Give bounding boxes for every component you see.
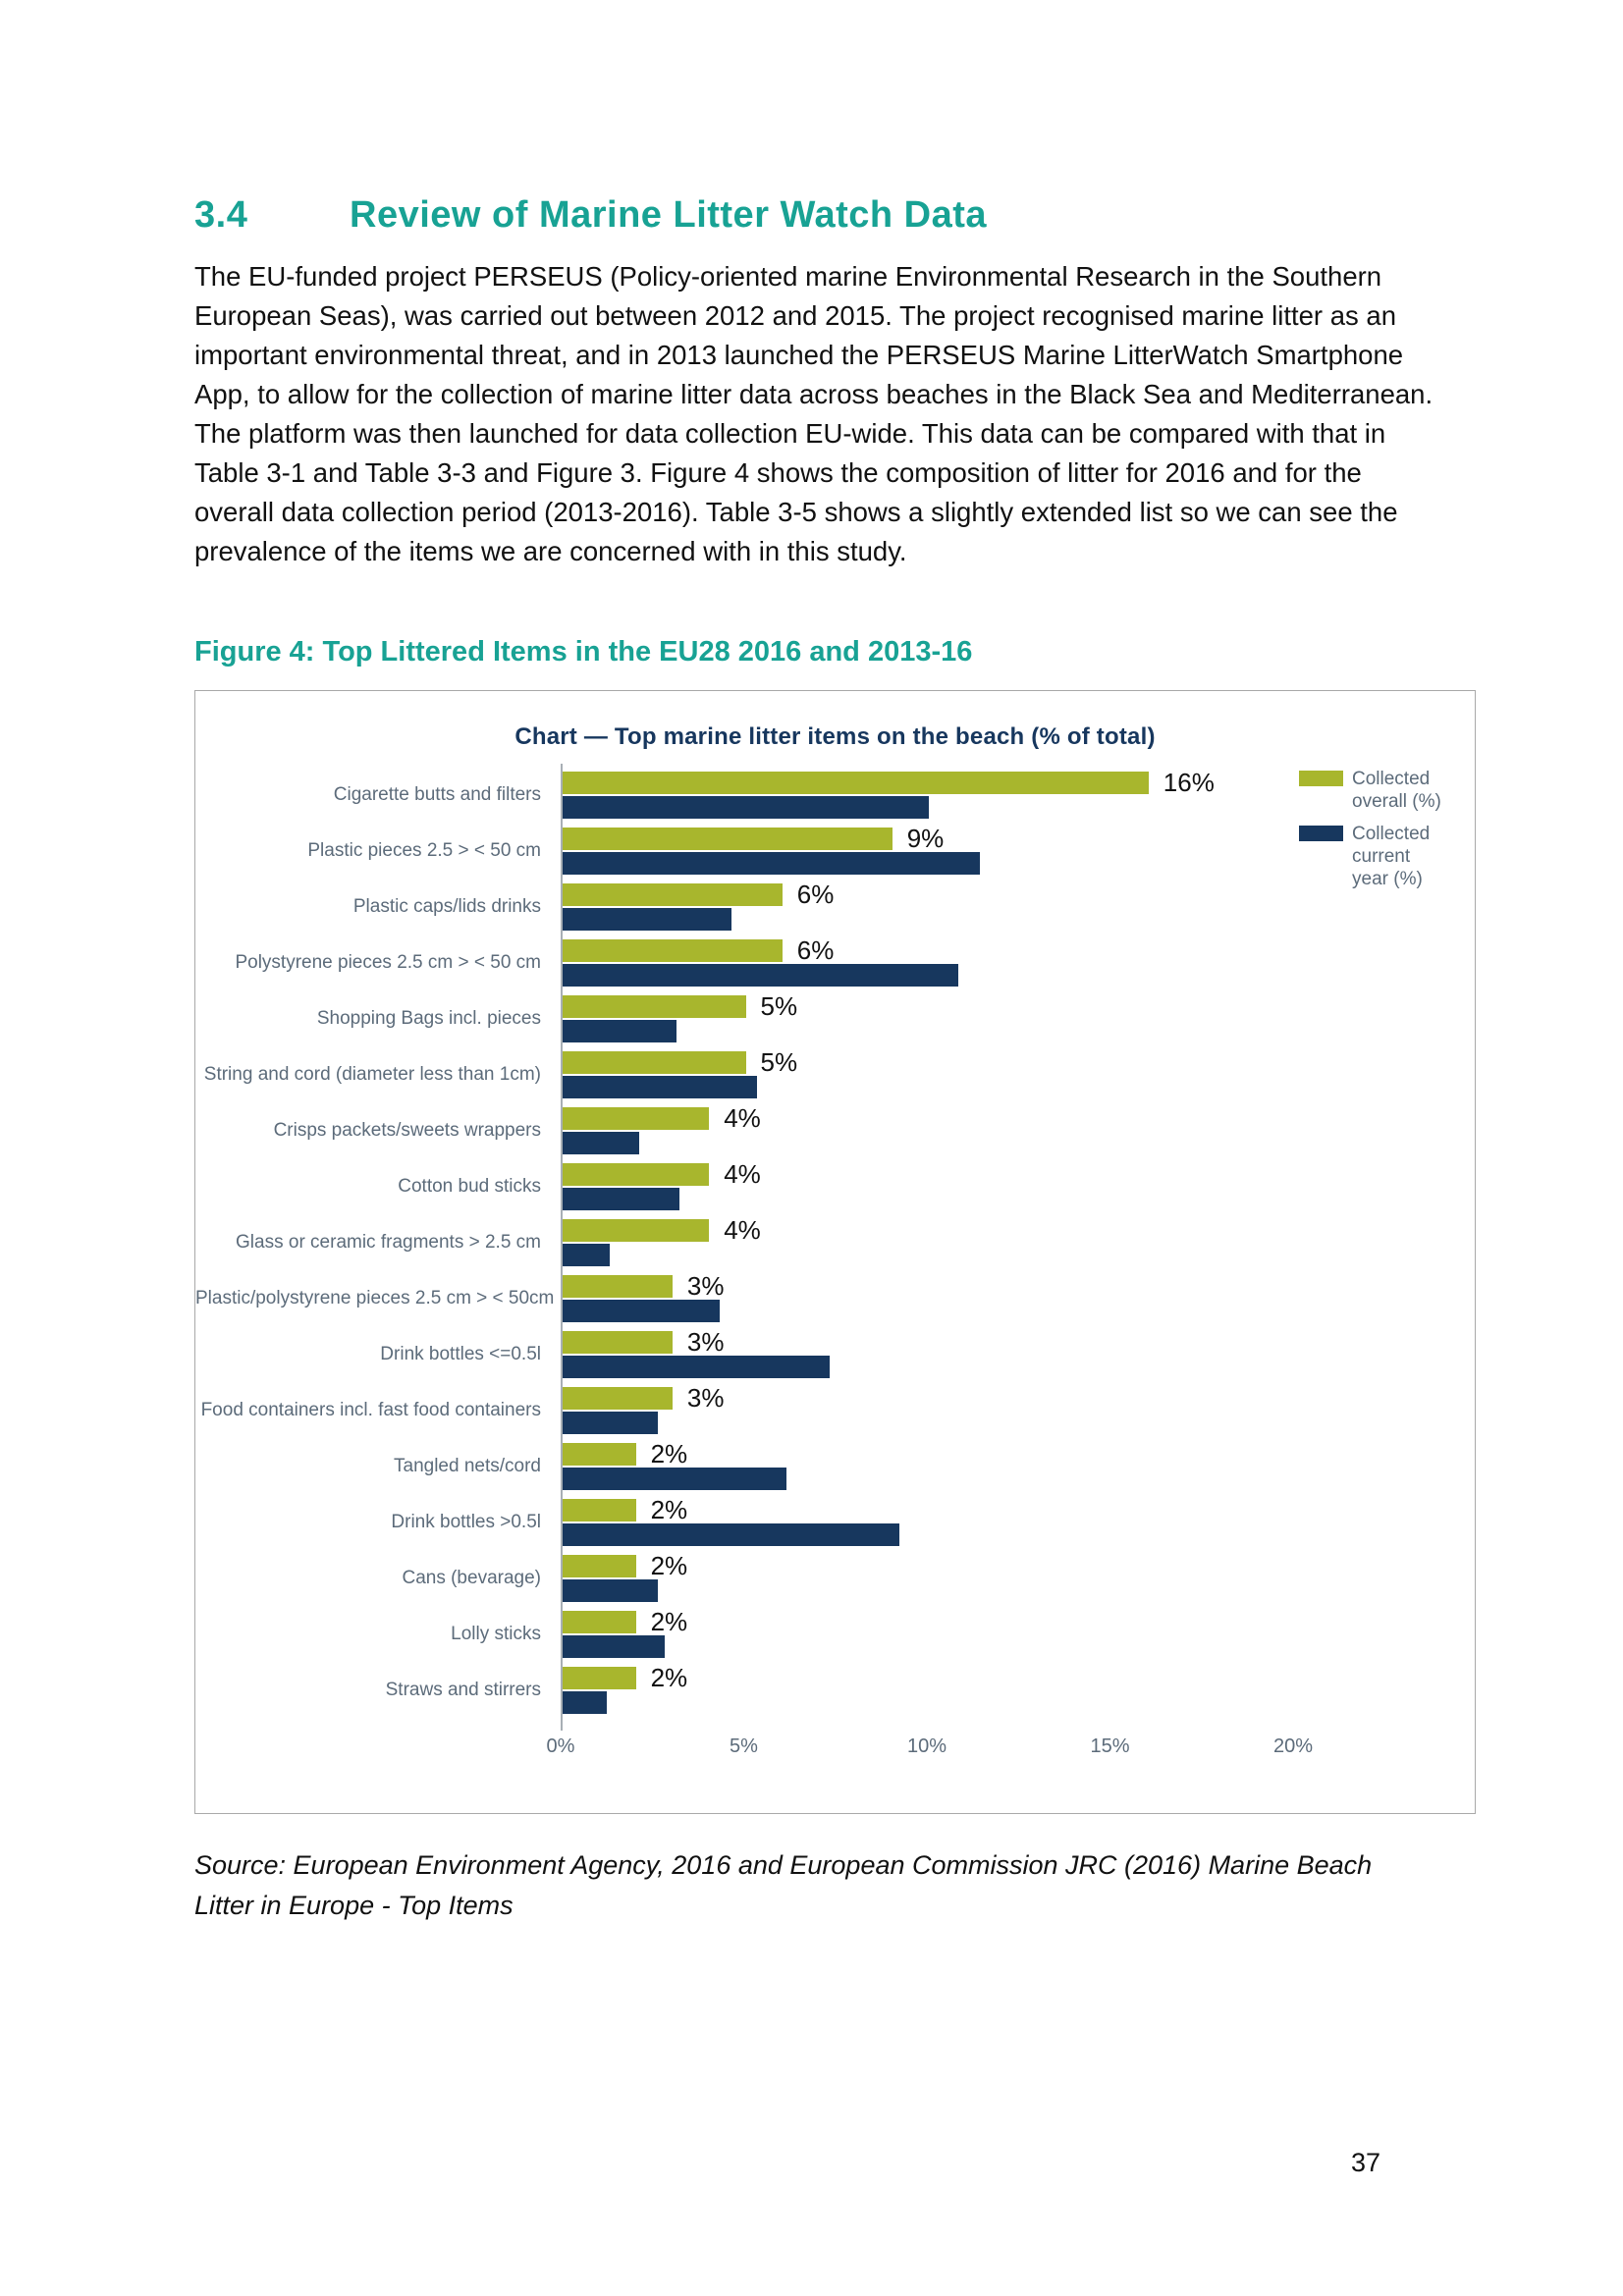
value-label: 3% xyxy=(686,1327,725,1357)
section-heading xyxy=(194,194,987,237)
value-label: 2% xyxy=(650,1551,688,1580)
legend-label: Collected current year (%) xyxy=(1352,824,1431,889)
category-label: String and cord (diameter less than 1cm) xyxy=(203,1064,541,1085)
x-tick-label: 15% xyxy=(1090,1735,1130,1757)
section-title: Review of Marine Litter Watch Data xyxy=(350,194,988,236)
category-label: Drink bottles >0.5l xyxy=(391,1512,541,1532)
legend-item xyxy=(1299,768,1456,813)
chart-row xyxy=(195,1326,1469,1382)
bar-collected-overall xyxy=(563,1107,709,1130)
bar-collected-current-year xyxy=(563,1020,676,1042)
bar-collected-overall xyxy=(563,1051,746,1074)
bar-group xyxy=(563,1046,1469,1102)
chart-row xyxy=(195,990,1469,1046)
bar-group xyxy=(563,1382,1469,1438)
value-label: 4% xyxy=(724,1159,761,1189)
chart-legend xyxy=(1299,768,1456,890)
category-label: Crisps packets/sweets wrappers xyxy=(273,1120,541,1141)
bar-collected-current-year xyxy=(563,1076,757,1098)
bar-collected-overall xyxy=(563,995,746,1018)
chart-row xyxy=(195,1662,1469,1718)
bar-collected-current-year xyxy=(563,852,980,875)
bar-collected-overall xyxy=(563,1331,673,1354)
x-tick-label: 20% xyxy=(1272,1735,1314,1757)
category-label: Cans (bevarage) xyxy=(402,1568,541,1588)
value-label: 5% xyxy=(760,1047,798,1077)
bar-collected-overall xyxy=(563,1219,709,1242)
bar-collected-current-year xyxy=(563,1635,665,1658)
value-label: 2% xyxy=(650,1439,688,1468)
value-label: 3% xyxy=(686,1383,725,1413)
bar-collected-current-year xyxy=(563,1523,899,1546)
bar-collected-overall xyxy=(563,1667,636,1689)
chart-row xyxy=(195,879,1469,934)
category-label: Lolly sticks xyxy=(451,1624,541,1644)
figure-box xyxy=(194,690,1476,1814)
bar-collected-current-year xyxy=(563,1412,658,1434)
bar-collected-current-year xyxy=(563,1579,658,1602)
bar-group xyxy=(563,1270,1469,1326)
chart-row xyxy=(195,767,1469,823)
bar-group xyxy=(563,1102,1469,1158)
bar-collected-overall xyxy=(563,828,893,850)
bar-group xyxy=(563,1214,1469,1270)
x-tick-label: 10% xyxy=(906,1735,947,1757)
bar-collected-overall xyxy=(563,883,783,906)
bar-collected-current-year xyxy=(563,1188,679,1210)
legend-label: Collected overall (%) xyxy=(1352,769,1441,812)
legend-swatch xyxy=(1299,826,1343,841)
category-label: Food containers incl. fast food containers xyxy=(200,1400,541,1420)
chart-row xyxy=(195,1550,1469,1606)
value-label: 4% xyxy=(724,1215,761,1245)
plot-rows xyxy=(195,767,1469,1718)
bar-collected-overall xyxy=(563,1163,709,1186)
bar-collected-overall xyxy=(563,1387,673,1410)
legend-swatch xyxy=(1299,771,1343,786)
category-label: Cotton bud sticks xyxy=(398,1176,541,1197)
bar-collected-overall xyxy=(563,1555,636,1577)
value-label: 5% xyxy=(760,991,798,1021)
chart-row xyxy=(195,1270,1469,1326)
value-label: 4% xyxy=(724,1103,761,1133)
x-tick-label: 5% xyxy=(730,1735,758,1757)
value-label: 2% xyxy=(650,1495,688,1524)
value-label: 9% xyxy=(906,824,945,853)
chart-row xyxy=(195,1494,1469,1550)
bar-collected-overall xyxy=(563,1611,636,1633)
chart-row xyxy=(195,1046,1469,1102)
page-number: 37 xyxy=(1351,2148,1381,2177)
chart-row xyxy=(195,1158,1469,1214)
bar-group xyxy=(563,1662,1469,1718)
legend-item xyxy=(1299,823,1456,890)
bar-collected-overall xyxy=(563,1443,636,1466)
bar-collected-current-year xyxy=(563,964,958,987)
bar-collected-current-year xyxy=(563,908,731,931)
bar-collected-current-year xyxy=(563,1691,607,1714)
source-text: Source: European Environment Agency, 2016 and European Commission JRC (2016) Marine Beach Litter in Europe - Top Items xyxy=(194,1850,1373,1920)
x-tick-label: 0% xyxy=(546,1735,575,1757)
bar-group xyxy=(563,1326,1469,1382)
bar-collected-current-year xyxy=(563,1244,610,1266)
category-label: Shopping Bags incl. pieces xyxy=(316,1008,541,1029)
value-label: 16% xyxy=(1163,768,1215,797)
chart-row xyxy=(195,1382,1469,1438)
section-number: 3.4 xyxy=(194,194,248,236)
body-paragraph: The EU-funded project PERSEUS (Policy-oriented marine Environmental Research in the Southern European Seas), was carried out between 2012 and 2015. The project recognised marine litter as an important environmental threat, and in 2013 launched the PERSEUS Marine LitterWatch Smartphone App, to allow for the collection of marine litter data across beaches in the Black Sea and Mediterranean. The platform was then launched for data collection EU-wide. This data can be compared with that in Table 3-1 and Table 3-3 and Figure 3. Figure 4 shows the composition of litter for 2016 and for the overall data collection period (2013-2016). Table 3-5 shows a slightly extended list so we can see the prevalence of the items we are concerned with in this study. xyxy=(194,261,1434,566)
category-label: Drink bottles <=0.5l xyxy=(380,1344,541,1364)
figure-caption: Figure 4: Top Littered Items in the EU28 2016 and 2013-16 xyxy=(194,636,973,667)
bar-group xyxy=(563,1494,1469,1550)
bar-group xyxy=(563,934,1469,990)
bar-collected-current-year xyxy=(563,796,929,819)
bar-group xyxy=(563,1158,1469,1214)
category-label: Cigarette butts and filters xyxy=(333,784,541,805)
bar-group xyxy=(563,1438,1469,1494)
value-label: 3% xyxy=(686,1271,725,1301)
bar-collected-overall xyxy=(563,1275,673,1298)
bar-collected-current-year xyxy=(563,1300,720,1322)
category-label: Glass or ceramic fragments > 2.5 cm xyxy=(236,1232,541,1253)
bar-group xyxy=(563,1606,1469,1662)
chart-row xyxy=(195,823,1469,879)
chart-row xyxy=(195,1102,1469,1158)
bar-collected-overall xyxy=(563,939,783,962)
chart-row xyxy=(195,934,1469,990)
bar-collected-current-year xyxy=(563,1132,639,1154)
chart-title: Chart — Top marine litter items on the beach (% of total) xyxy=(514,723,1156,750)
bar-collected-current-year xyxy=(563,1356,830,1378)
value-label: 2% xyxy=(650,1607,688,1636)
category-label: Polystyrene pieces 2.5 cm > < 50 cm xyxy=(235,952,541,973)
chart-row xyxy=(195,1214,1469,1270)
bar-collected-overall xyxy=(563,772,1149,794)
category-label: Plastic caps/lids drinks xyxy=(352,896,541,917)
category-label: Plastic pieces 2.5 > < 50 cm xyxy=(307,840,541,861)
value-label: 2% xyxy=(650,1663,688,1692)
chart-row xyxy=(195,1606,1469,1662)
bar-collected-current-year xyxy=(563,1468,786,1490)
chart-row xyxy=(195,1438,1469,1494)
category-label: Tangled nets/cord xyxy=(394,1456,541,1476)
category-label: Straws and stirrers xyxy=(385,1680,541,1700)
value-label: 6% xyxy=(796,880,835,909)
value-label: 6% xyxy=(796,935,835,965)
category-label: Plastic/polystyrene pieces 2.5 cm > < 50cm xyxy=(195,1288,555,1308)
bar-collected-overall xyxy=(563,1499,636,1522)
bar-group xyxy=(563,990,1469,1046)
bar-group xyxy=(563,1550,1469,1606)
